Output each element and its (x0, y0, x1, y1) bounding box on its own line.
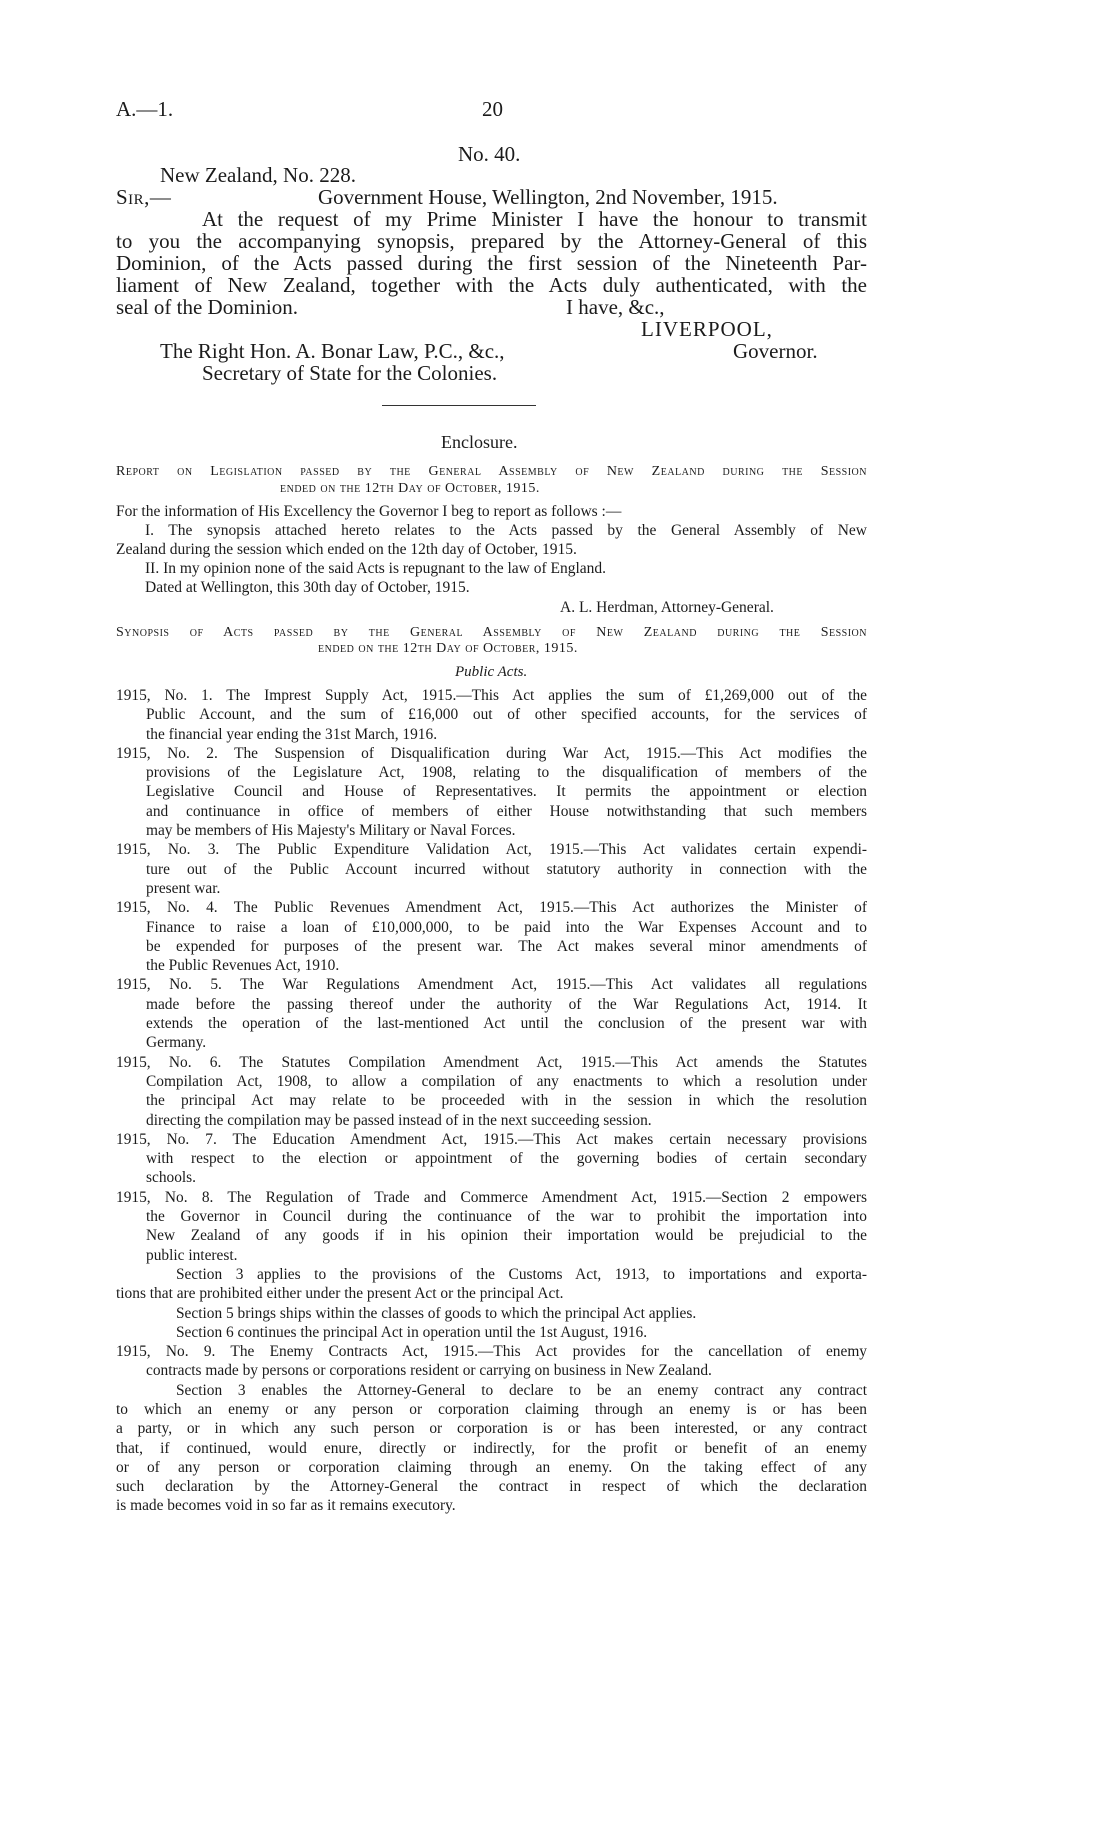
act-line: present war. (146, 879, 221, 897)
act-line: or of any person or corporation claiming through an enemy. On the taking effect of any (116, 1458, 867, 1476)
act-line: 1915, No. 5. The War Regulations Amendment Act, 1915.—This Act validates all regulations (116, 976, 867, 994)
synopsis-title-line: ended on the 12th Day of October, 1915. (318, 641, 578, 656)
act-line: Legislative Council and House of Representatives. It permits the appointment or election (146, 783, 867, 801)
report-line: I. The synopsis attached hereto relates to the Acts passed by the General Assembly of New (145, 522, 867, 539)
act-line: the Governor in Council during the continuance of the war to prohibit the importation into (146, 1208, 867, 1226)
act-line: tions that are prohibited either under the present Act or the principal Act. (116, 1285, 564, 1303)
act-line: that, if continued, would enure, directly or indirectly, for the profit or benefit of an enemy (116, 1439, 867, 1457)
act-line: with respect to the election or appointment of the governing bodies of certain secondary (146, 1150, 867, 1168)
divider (382, 405, 536, 406)
synopsis-title-line: Synopsis of Acts passed by the General Assembly of New Zealand during the Session (116, 625, 867, 640)
act-line: the Public Revenues Act, 1910. (146, 957, 340, 975)
report-title-line: ended on the 12th Day of October, 1915. (280, 481, 540, 496)
report-line: Zealand during the session which ended on the 12th day of October, 1915. (116, 541, 577, 558)
act-entry (116, 1053, 867, 1130)
addressee-title: Secretary of State for the Colonies. (202, 361, 498, 385)
act-line: directing the compilation may be passed instead of in the next succeeding session. (146, 1111, 652, 1129)
act-line: and continuance in office of members of either House notwithstanding that such members (146, 802, 867, 820)
act-line: 1915, No. 2. The Suspension of Disqualification during War Act, 1915.—This Act modifies the (116, 744, 867, 762)
letter-signature: LIVERPOOL, (641, 317, 773, 341)
act-line: Germany. (146, 1034, 207, 1052)
act-line: may be members of His Majesty's Military or Naval Forces. (146, 822, 516, 840)
act-line: 1915, No. 8. The Regulation of Trade and Commerce Amendment Act, 1915.—Section 2 empowers (116, 1188, 867, 1206)
public-acts-heading: Public Acts. (455, 664, 528, 680)
act-line: ture out of the Public Account incurred without statutory authority in connection with the (146, 860, 867, 878)
act-line: Section 3 applies to the provisions of the Customs Act, 1913, to importations and exporta- (176, 1265, 867, 1283)
act-line: public interest. (146, 1246, 238, 1264)
report-item-1 (116, 521, 867, 540)
act-line: the principal Act may relate to be proceeded with in the session in which the resolution (146, 1092, 867, 1110)
acts-list (116, 686, 867, 1516)
report-title-line: Report on Legislation passed by the General Assembly of New Zealand during the Session (116, 464, 867, 479)
act-entry (116, 1130, 867, 1188)
act-line: contracts made by persons or corporations resident or carrying on business in New Zealand. (146, 1362, 712, 1380)
page-number: 20 (482, 97, 503, 121)
act-line: extends the operation of the last-mentioned Act until the conclusion of the present war with (146, 1015, 867, 1033)
act-entry (116, 1188, 867, 1342)
act-line: Section 3 enables the Attorney-General to declare to be an enemy contract any contract (176, 1381, 867, 1399)
act-entry (116, 975, 867, 1052)
letter-line: Dominion, of the Acts passed during the first session of the Nineteenth Par- (116, 251, 867, 275)
letter-line: At the request of my Prime Minister I have the honour to transmit (202, 207, 867, 231)
letter-line: to you the accompanying synopsis, prepared by the Attorney-General of this (116, 229, 867, 253)
act-line: such declaration by the Attorney-General the contract in respect of which the declaration (116, 1478, 867, 1496)
addressee: The Right Hon. A. Bonar Law, P.C., &c., (160, 339, 505, 363)
signatory-title: Governor. (733, 339, 818, 363)
act-entry (116, 1342, 867, 1516)
letter-body (116, 208, 867, 296)
letter-last-line: seal of the Dominion. (116, 295, 298, 319)
place-date: Government House, Wellington, 2nd November, 1915. (318, 185, 778, 209)
letter-closing: I have, &c., (566, 295, 665, 319)
letter-from: New Zealand, No. 228. (160, 163, 356, 187)
act-line: the financial year ending the 31st March, 1916. (146, 725, 438, 743)
act-line: Public Account, and the sum of £16,000 out of other specified accounts, for the services of (146, 706, 867, 724)
act-entry (116, 898, 867, 975)
act-line: 1915, No. 9. The Enemy Contracts Act, 1915.—This Act provides for the cancellation of enemy (116, 1343, 867, 1361)
act-line: Compilation Act, 1908, to allow a compilation of any enactments to which a resolution under (146, 1072, 867, 1090)
act-entry (116, 840, 867, 898)
act-line: be expended for purposes of the present war. The Act makes several minor amendments of (146, 937, 867, 955)
document-reference: A.—1. (116, 97, 174, 121)
act-line: schools. (146, 1169, 197, 1187)
enclosure-heading: Enclosure. (441, 432, 518, 452)
act-line: New Zealand of any goods if in his opinion their importation would be prejudicial to the (146, 1227, 867, 1245)
synopsis-title (116, 624, 867, 642)
act-line: a party, or in which any such person or corporation is or has been interested, or any contract (116, 1420, 867, 1438)
report-intro: For the information of His Excellency the Governor I beg to report as follows :— (116, 503, 622, 520)
report-item-2: II. In my opinion none of the said Acts is repugnant to the law of England. (145, 560, 607, 577)
act-line: Section 5 brings ships within the classes of goods to which the principal Act applies. (176, 1304, 697, 1322)
act-line: Section 6 continues the principal Act in operation until the 1st August, 1916. (176, 1323, 648, 1341)
act-line: to which an enemy or any person or corporation claiming through an enemy is or has been (116, 1400, 867, 1418)
act-line: 1915, No. 3. The Public Expenditure Validation Act, 1915.—This Act validates certain expendi- (116, 841, 867, 859)
salutation: Sir,— (116, 185, 172, 209)
letter-number: No. 40. (458, 142, 521, 166)
act-line: 1915, No. 6. The Statutes Compilation Amendment Act, 1915.—This Act amends the Statutes (116, 1053, 867, 1071)
report-title (116, 463, 867, 481)
report-signature: A. L. Herdman, Attorney-General. (560, 599, 774, 616)
act-entry (116, 744, 867, 840)
act-entry (116, 686, 867, 744)
letter-line: liament of New Zealand, together with the Acts duly authenticated, with the (116, 273, 867, 297)
act-line: 1915, No. 1. The Imprest Supply Act, 1915.—This Act applies the sum of £1,269,000 out of the (116, 687, 867, 704)
act-line: 1915, No. 4. The Public Revenues Amendment Act, 1915.—This Act authorizes the Minister of (116, 899, 867, 917)
act-line: provisions of the Legislature Act, 1908, relating to the disqualification of members of the (146, 764, 867, 782)
act-line: made before the passing thereof under the authority of the War Regulations Act, 1914. It (146, 995, 867, 1013)
act-line: 1915, No. 7. The Education Amendment Act, 1915.—This Act makes certain necessary provisions (116, 1130, 867, 1148)
act-line: Finance to raise a loan of £10,000,000, to be paid into the War Expenses Account and to (146, 918, 867, 936)
act-line: is made becomes void in so far as it remains executory. (116, 1497, 456, 1515)
report-dated: Dated at Wellington, this 30th day of October, 1915. (145, 579, 470, 596)
